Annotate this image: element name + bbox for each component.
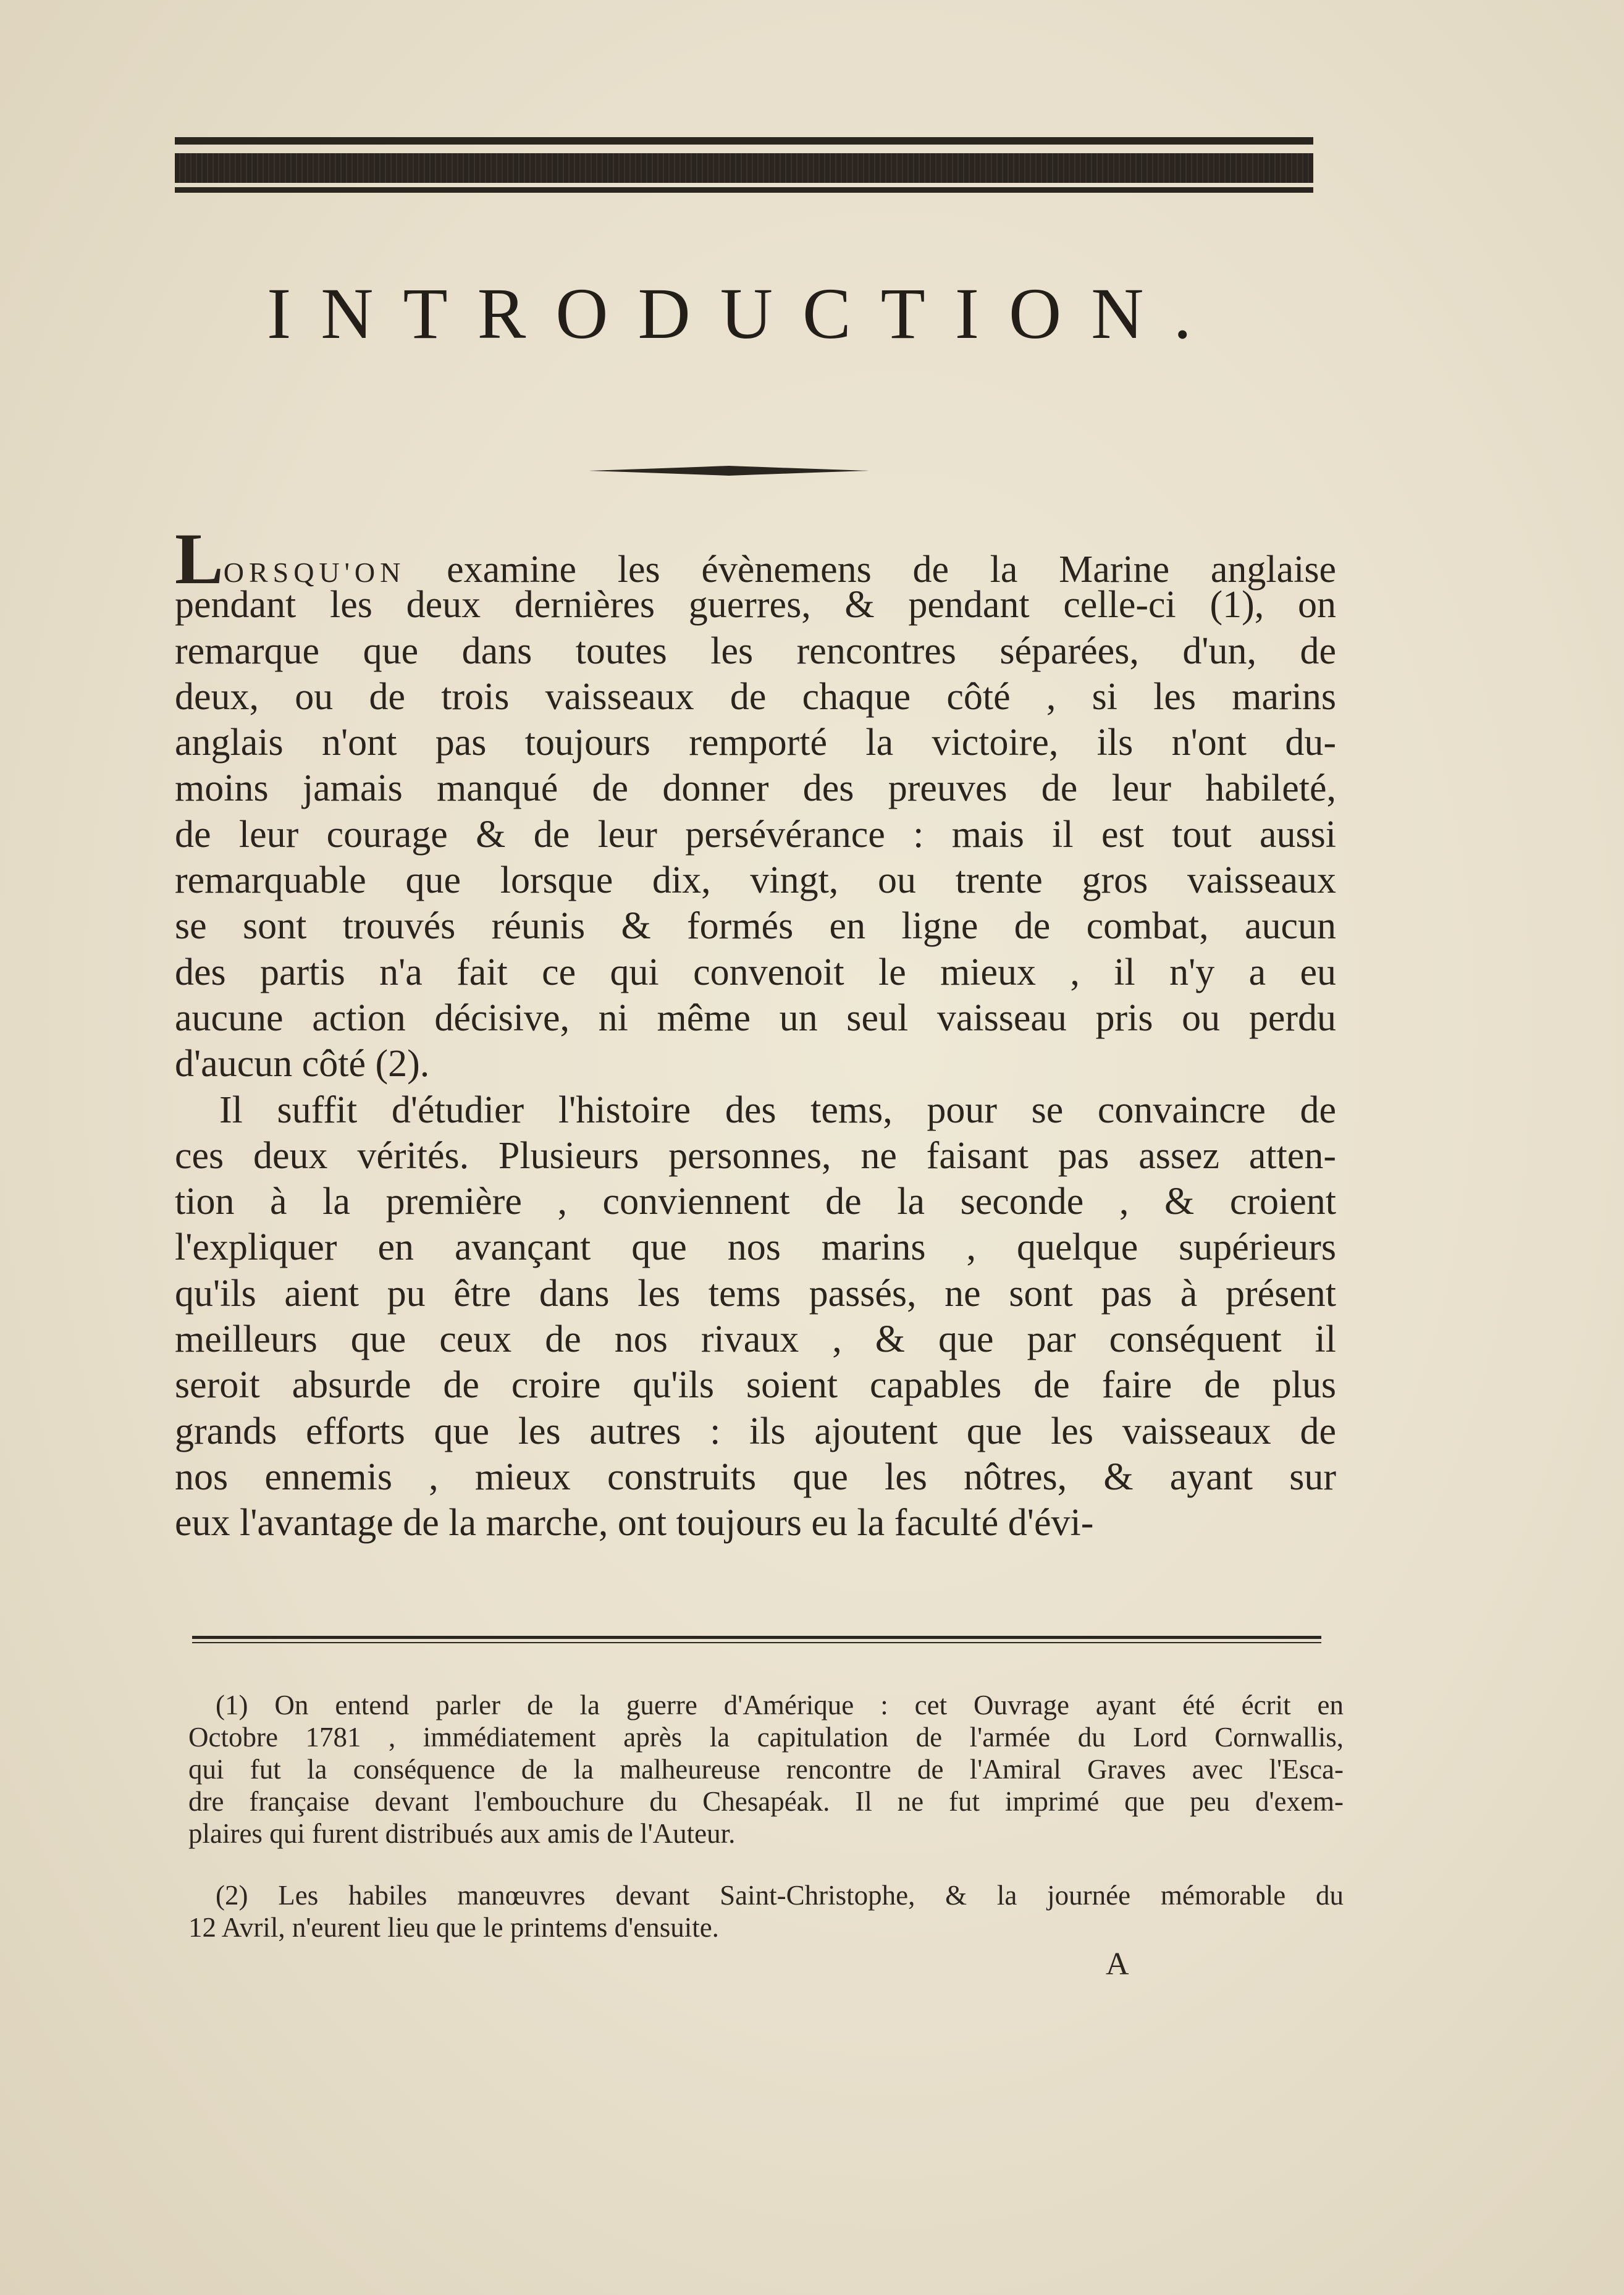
text-line: eux l'avantage de la marche, ont toujours eu la faculté d'évi- xyxy=(175,1502,1094,1544)
paragraph xyxy=(175,1087,1336,1546)
text-line: seroit absurde de croire qu'ils soient capables de faire de plus xyxy=(175,1364,1336,1407)
text-line xyxy=(175,518,1336,599)
footnotes xyxy=(188,1689,1344,1943)
text-line: moins jamais manqué de donner des preuves de leur habileté, xyxy=(175,767,1336,810)
drop-cap: L xyxy=(175,518,224,599)
text-line: des partis n'a fait ce qui convenoit le mieux , il n'y a eu xyxy=(175,951,1336,993)
footnote-separator xyxy=(192,1636,1321,1639)
footnote-line: (2) Les habiles manœuvres devant Saint-Christophe, & la journée mémorable du xyxy=(216,1880,1344,1911)
footnote-line: dre française devant l'embouchure du Chesapéak. Il ne fut imprimé que peu d'exem- xyxy=(188,1786,1344,1817)
paragraph xyxy=(175,518,1336,1087)
text-line: pendant les deux dernières guerres, & pendant celle-ci (1), on xyxy=(175,584,1336,626)
text-line: ces deux vérités. Plusieurs personnes, ne faisant pas assez atten- xyxy=(175,1134,1336,1177)
footnote xyxy=(188,1689,1344,1850)
header-ornamental-band xyxy=(175,153,1313,183)
main-text xyxy=(175,518,1336,1546)
text-line: Il suffit d'étudier l'histoire des tems, pour se convaincre de xyxy=(219,1089,1336,1131)
text-line: remarque que dans toutes les rencontres séparées, d'un, de xyxy=(175,630,1336,672)
line-text: examine les évènemens de la Marine anglaise xyxy=(405,549,1336,591)
text-line: nos ennemis , mieux construits que les nôtres, & ayant sur xyxy=(175,1455,1336,1498)
text-line: deux, ou de trois vaisseaux de chaque côté , si les marins xyxy=(175,675,1336,718)
text-line: se sont trouvés réunis & formés en ligne de combat, aucun xyxy=(175,905,1336,948)
header-rule-top xyxy=(175,137,1313,145)
footnote-separator-thin xyxy=(192,1642,1321,1643)
text-line: anglais n'ont pas toujours remporté la victoire, ils n'ont du- xyxy=(175,722,1336,764)
text-line: de leur courage & de leur persévérance : mais il est tout aussi xyxy=(175,813,1336,856)
title-ornament-rule xyxy=(589,465,869,477)
text-line: tion à la première , conviennent de la seconde , & croient xyxy=(175,1181,1336,1223)
small-caps-opening: ORSQU'ON xyxy=(223,557,406,588)
footnote-line: plaires qui furent distribués aux amis de l'Auteur. xyxy=(188,1818,736,1849)
text-line: l'expliquer en avançant que nos marins , quelque supérieurs xyxy=(175,1226,1336,1269)
footnote-line: (1) On entend parler de la guerre d'Amérique : cet Ouvrage ayant été écrit en xyxy=(216,1690,1344,1720)
text-line: qu'ils aient pu être dans les tems passés, ne sont pas à présent xyxy=(175,1272,1336,1315)
page-title: INTRODUCTION. xyxy=(267,273,1221,354)
footnote-line: 12 Avril, n'eurent lieu que le printems d'ensuite. xyxy=(188,1912,719,1943)
footnote-line: qui fut la conséquence de la malheureuse rencontre de l'Amiral Graves avec l'Esca- xyxy=(188,1754,1344,1785)
signature-mark: A xyxy=(1106,1947,1129,1982)
text-line: d'aucun côté (2). xyxy=(175,1043,430,1085)
text-line: remarquable que lorsque dix, vingt, ou trente gros vaisseaux xyxy=(175,859,1336,902)
text-line: aucune action décisive, ni même un seul vaisseau pris ou perdu xyxy=(175,996,1336,1039)
text-line: grands efforts que les autres : ils ajoutent que les vaisseaux de xyxy=(175,1410,1336,1452)
text-line: meilleurs que ceux de nos rivaux , & que par conséquent il xyxy=(175,1318,1336,1361)
header-rule-bottom xyxy=(175,187,1313,193)
footnote-line: Octobre 1781 , immédiatement après la capitulation de l'armée du Lord Cornwallis, xyxy=(188,1722,1344,1753)
footnote xyxy=(188,1879,1344,1943)
